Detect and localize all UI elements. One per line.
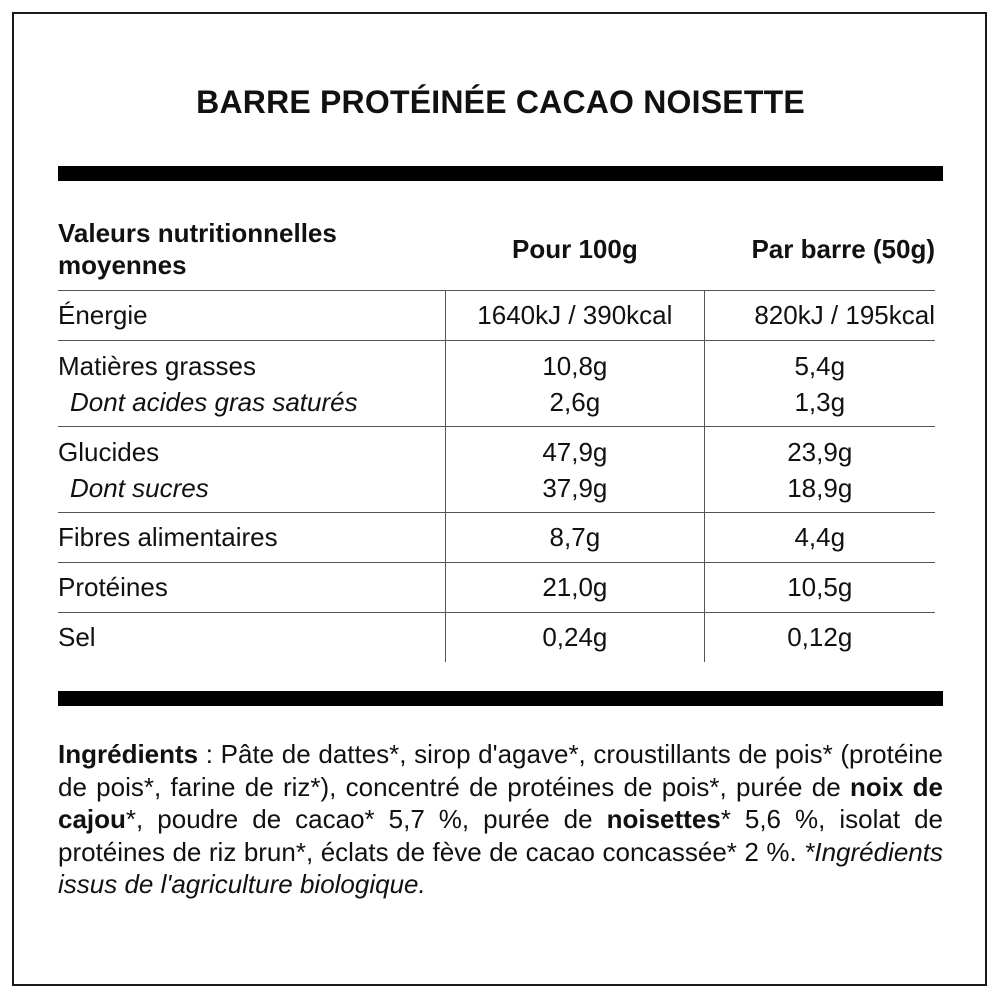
row-label-cell [58,341,446,427]
row-sublabel: Dont sucres [70,472,209,503]
row-value-per-bar: 0,12g [704,613,935,663]
ingredients-text-3: * 5,6 %, isolat de protéines de riz brun*, éclats de fève de cacao concassée* 2 %. [58,804,943,867]
header-per-bar: Par barre (50g) [751,233,935,264]
table-row-carbs [58,427,935,513]
row-label: Protéines [58,563,446,613]
row-subvalue-per-bar: 18,9g [787,472,853,503]
row-label: Fibres alimentaires [58,513,446,563]
row-sublabel: Dont acides gras saturés [70,386,358,417]
row-value-per-bar: 5,4g [794,350,846,381]
row-subvalue-per-100g: 2,6g [549,386,601,417]
table-row-fat [58,341,935,427]
row-value-per-100g: 10,8g [542,350,608,381]
organic-note: *Ingrédients issus de l'agriculture biologique. [58,836,943,900]
row-value-per-100g: 21,0g [446,563,704,613]
table-header-row [58,208,935,291]
ingredients-text-2: *, poudre de cacao* 5,7 %, purée de [125,804,607,835]
table-row-energy [58,291,935,341]
row-label-cell [58,427,446,513]
row-value-per-100g: 1640kJ / 390kcal [446,291,704,341]
row-label: Matières grasses [58,350,256,381]
bottom-divider-bar [58,691,943,706]
allergen-hazelnut: noisettes [606,804,721,835]
row-value-per-bar: 23,9g [787,436,853,467]
table-row-salt [58,613,935,663]
row-values-per-bar [704,341,935,427]
row-value-per-100g: 47,9g [542,436,608,467]
table-row-fiber [58,513,935,563]
table-row-protein [58,563,935,613]
row-value-per-bar: 820kJ / 195kcal [704,291,935,341]
ingredients-paragraph [58,738,943,901]
top-divider-bar [58,166,943,181]
allergen-cashew: noix de cajou [58,771,943,835]
ingredients-label: Ingrédients [58,739,199,769]
header-nutrition-values: Valeurs nutritionnelles moyennes [58,218,337,280]
product-title: BARRE PROTÉINÉE CACAO NOISETTE [196,84,805,120]
row-values-per-100g [446,427,704,513]
row-value-per-bar: 10,5g [704,563,935,613]
row-subvalue-per-bar: 1,3g [794,386,846,417]
header-per-100g: Pour 100g [512,233,638,264]
row-label: Énergie [58,291,446,341]
row-values-per-100g [446,341,704,427]
row-value-per-bar: 4,4g [704,513,935,563]
row-label: Sel [58,613,446,663]
ingredients-text-1: : Pâte de dattes*, sirop d'agave*, croustillants de pois* (protéine de pois*, farine de riz*), concentré de protéines de pois*, purée de [58,739,943,802]
row-value-per-100g: 0,24g [446,613,704,663]
row-values-per-bar [704,427,935,513]
row-subvalue-per-100g: 37,9g [542,472,608,503]
row-value-per-100g: 8,7g [446,513,704,563]
row-label: Glucides [58,436,160,467]
nutrition-table [58,208,935,662]
